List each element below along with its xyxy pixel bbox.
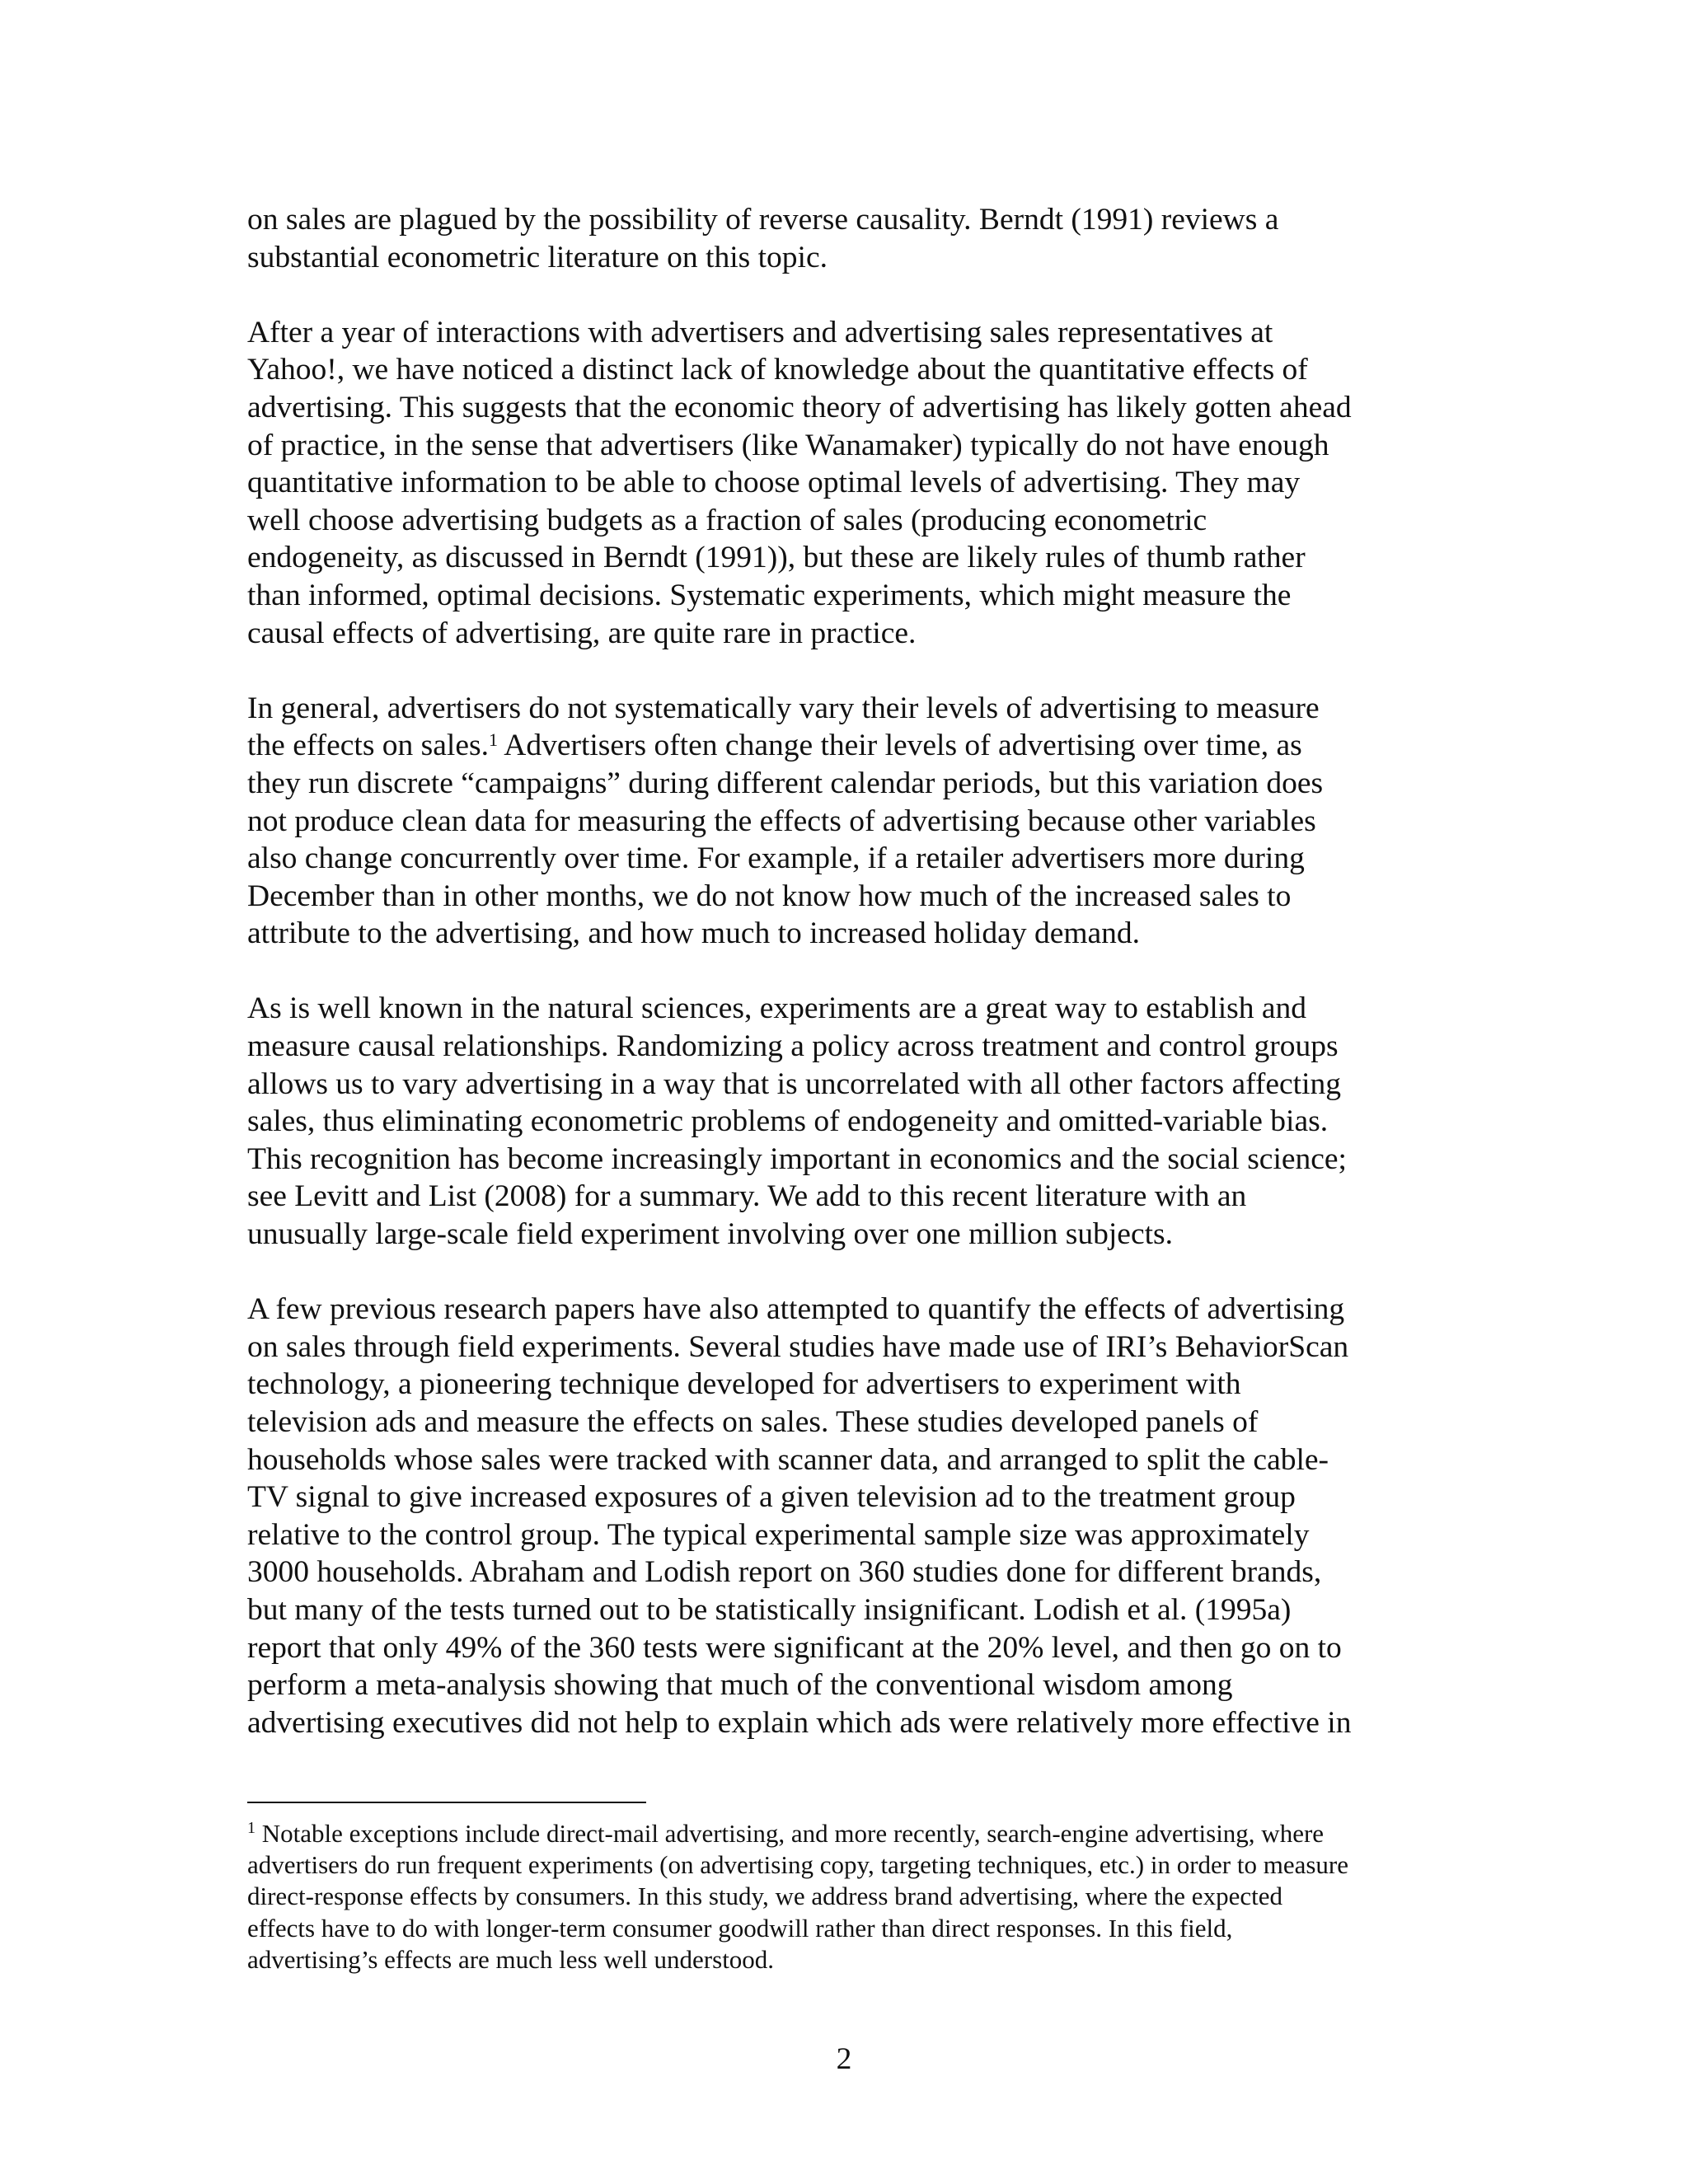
footnote-marker: 1 [247,1819,256,1837]
text-line: quantitative information to be able to choose optimal levels of advertising. They may [247,466,1301,500]
text-line: not produce clean data for measuring the effects of advertising because other variables [247,804,1316,838]
text-line: This recognition has become increasingly important in economics and the social science; [247,1141,1347,1176]
text-line: relative to the control group. The typical experimental sample size was approximately [247,1517,1310,1552]
text-line: measure causal relationships. Randomizing a policy across treatment and control groups [247,1029,1339,1064]
text-line: Yahoo!, we have noticed a distinct lack of knowledge about the quantitative effects of [247,353,1308,387]
text-line: but many of the tests turned out to be statistically insignificant. Lodish et al. (1995a) [247,1592,1292,1627]
text-line: sales, thus eliminating econometric problems of endogeneity and omitted-variable bias. [247,1104,1329,1139]
text-line: December than in other months, we do not know how much of the increased sales to [247,879,1292,913]
text-line: advertisers do run frequent experiments (on advertising copy, targeting techniques, etc.) in order to measure [247,1850,1348,1880]
text-line: advertising executives did not help to explain which ads were relatively more effective in [247,1705,1352,1740]
text-segment: Advertisers often change their levels of advertising over time, as [497,729,1302,763]
paragraph [247,1291,1451,1741]
text-line: on sales are plagued by the possibility of reverse causality. Berndt (1991) reviews a [247,203,1279,237]
page-number: 2 [836,2042,852,2076]
text-line: TV signal to give increased exposures of a given television ad to the treatment group [247,1480,1296,1515]
text-line: advertising’s effects are much less well understood. [247,1944,775,1974]
paragraph [247,314,1451,652]
text-line: than informed, optimal decisions. Systematic experiments, which might measure the [247,578,1292,612]
text-line: also change concurrently over time. For example, if a retailer advertisers more during [247,841,1305,876]
text-line: endogeneity, as discussed in Berndt (1991)), but these are likely rules of thumb rather [247,541,1306,575]
text-line: television ads and measure the effects on sales. These studies developed panels of [247,1405,1259,1439]
footnote-reference: 1 [488,729,498,751]
text-line [247,1818,1451,1849]
text-line: A few previous research papers have also attempted to quantify the effects of advertising [247,1292,1345,1327]
text-line: direct-response effects by consumers. In this study, we address brand advertising, where the expected [247,1882,1282,1911]
text-line: households whose sales were tracked with scanner data, and arranged to split the cable- [247,1442,1329,1477]
text-line: As is well known in the natural sciences, experiments are a great way to establish and [247,991,1307,1026]
text-line: of practice, in the sense that advertisers (like Wanamaker) typically do not have enough [247,428,1329,462]
text-line: substantial econometric literature on this topic. [247,240,828,274]
text-line: well choose advertising budgets as a fraction of sales (producing econometric [247,503,1207,537]
text-line: After a year of interactions with advertisers and advertising sales representatives at [247,315,1273,349]
paragraph [247,990,1451,1253]
footnote [247,1818,1451,1975]
text-line: allows us to vary advertising in a way that is uncorrelated with all other factors affecting [247,1066,1342,1101]
text-line: technology, a pioneering technique developed for advertisers to experiment with [247,1367,1241,1402]
text-line: report that only 49% of the 360 tests were significant at the 20% level, and then go on to [247,1630,1342,1665]
text-line: see Levitt and List (2008) for a summary. We add to this recent literature with an [247,1179,1247,1214]
text-line: effects have to do with longer-term consumer goodwill rather than direct responses. In this field, [247,1913,1233,1943]
paragraph [247,201,1451,276]
footnote-separator [247,1802,646,1803]
text-segment: Notable exceptions include direct-mail advertising, and more recently, search-engine advertising, where [256,1819,1325,1848]
text-line [247,727,1451,765]
text-line: they run discrete “campaigns” during different calendar periods, but this variation does [247,766,1324,800]
body-text [247,201,1451,1741]
text-line: unusually large-scale field experiment involving over one million subjects. [247,1217,1173,1252]
paragraph [247,690,1451,953]
text-line: advertising. This suggests that the economic theory of advertising has likely gotten ahead [247,390,1352,424]
text-line: on sales through field experiments. Several studies have made use of IRI’s BehaviorScan [247,1329,1349,1364]
text-line: attribute to the advertising, and how much to increased holiday demand. [247,916,1141,951]
text-segment: the effects on sales. [247,729,489,763]
text-line: causal effects of advertising, are quite rare in practice. [247,616,917,650]
text-line: 3000 households. Abraham and Lodish report on 360 studies done for different brands, [247,1555,1322,1590]
text-line: perform a meta-analysis showing that much of the conventional wisdom among [247,1668,1233,1703]
text-line: In general, advertisers do not systematically vary their levels of advertising to measure [247,691,1320,725]
